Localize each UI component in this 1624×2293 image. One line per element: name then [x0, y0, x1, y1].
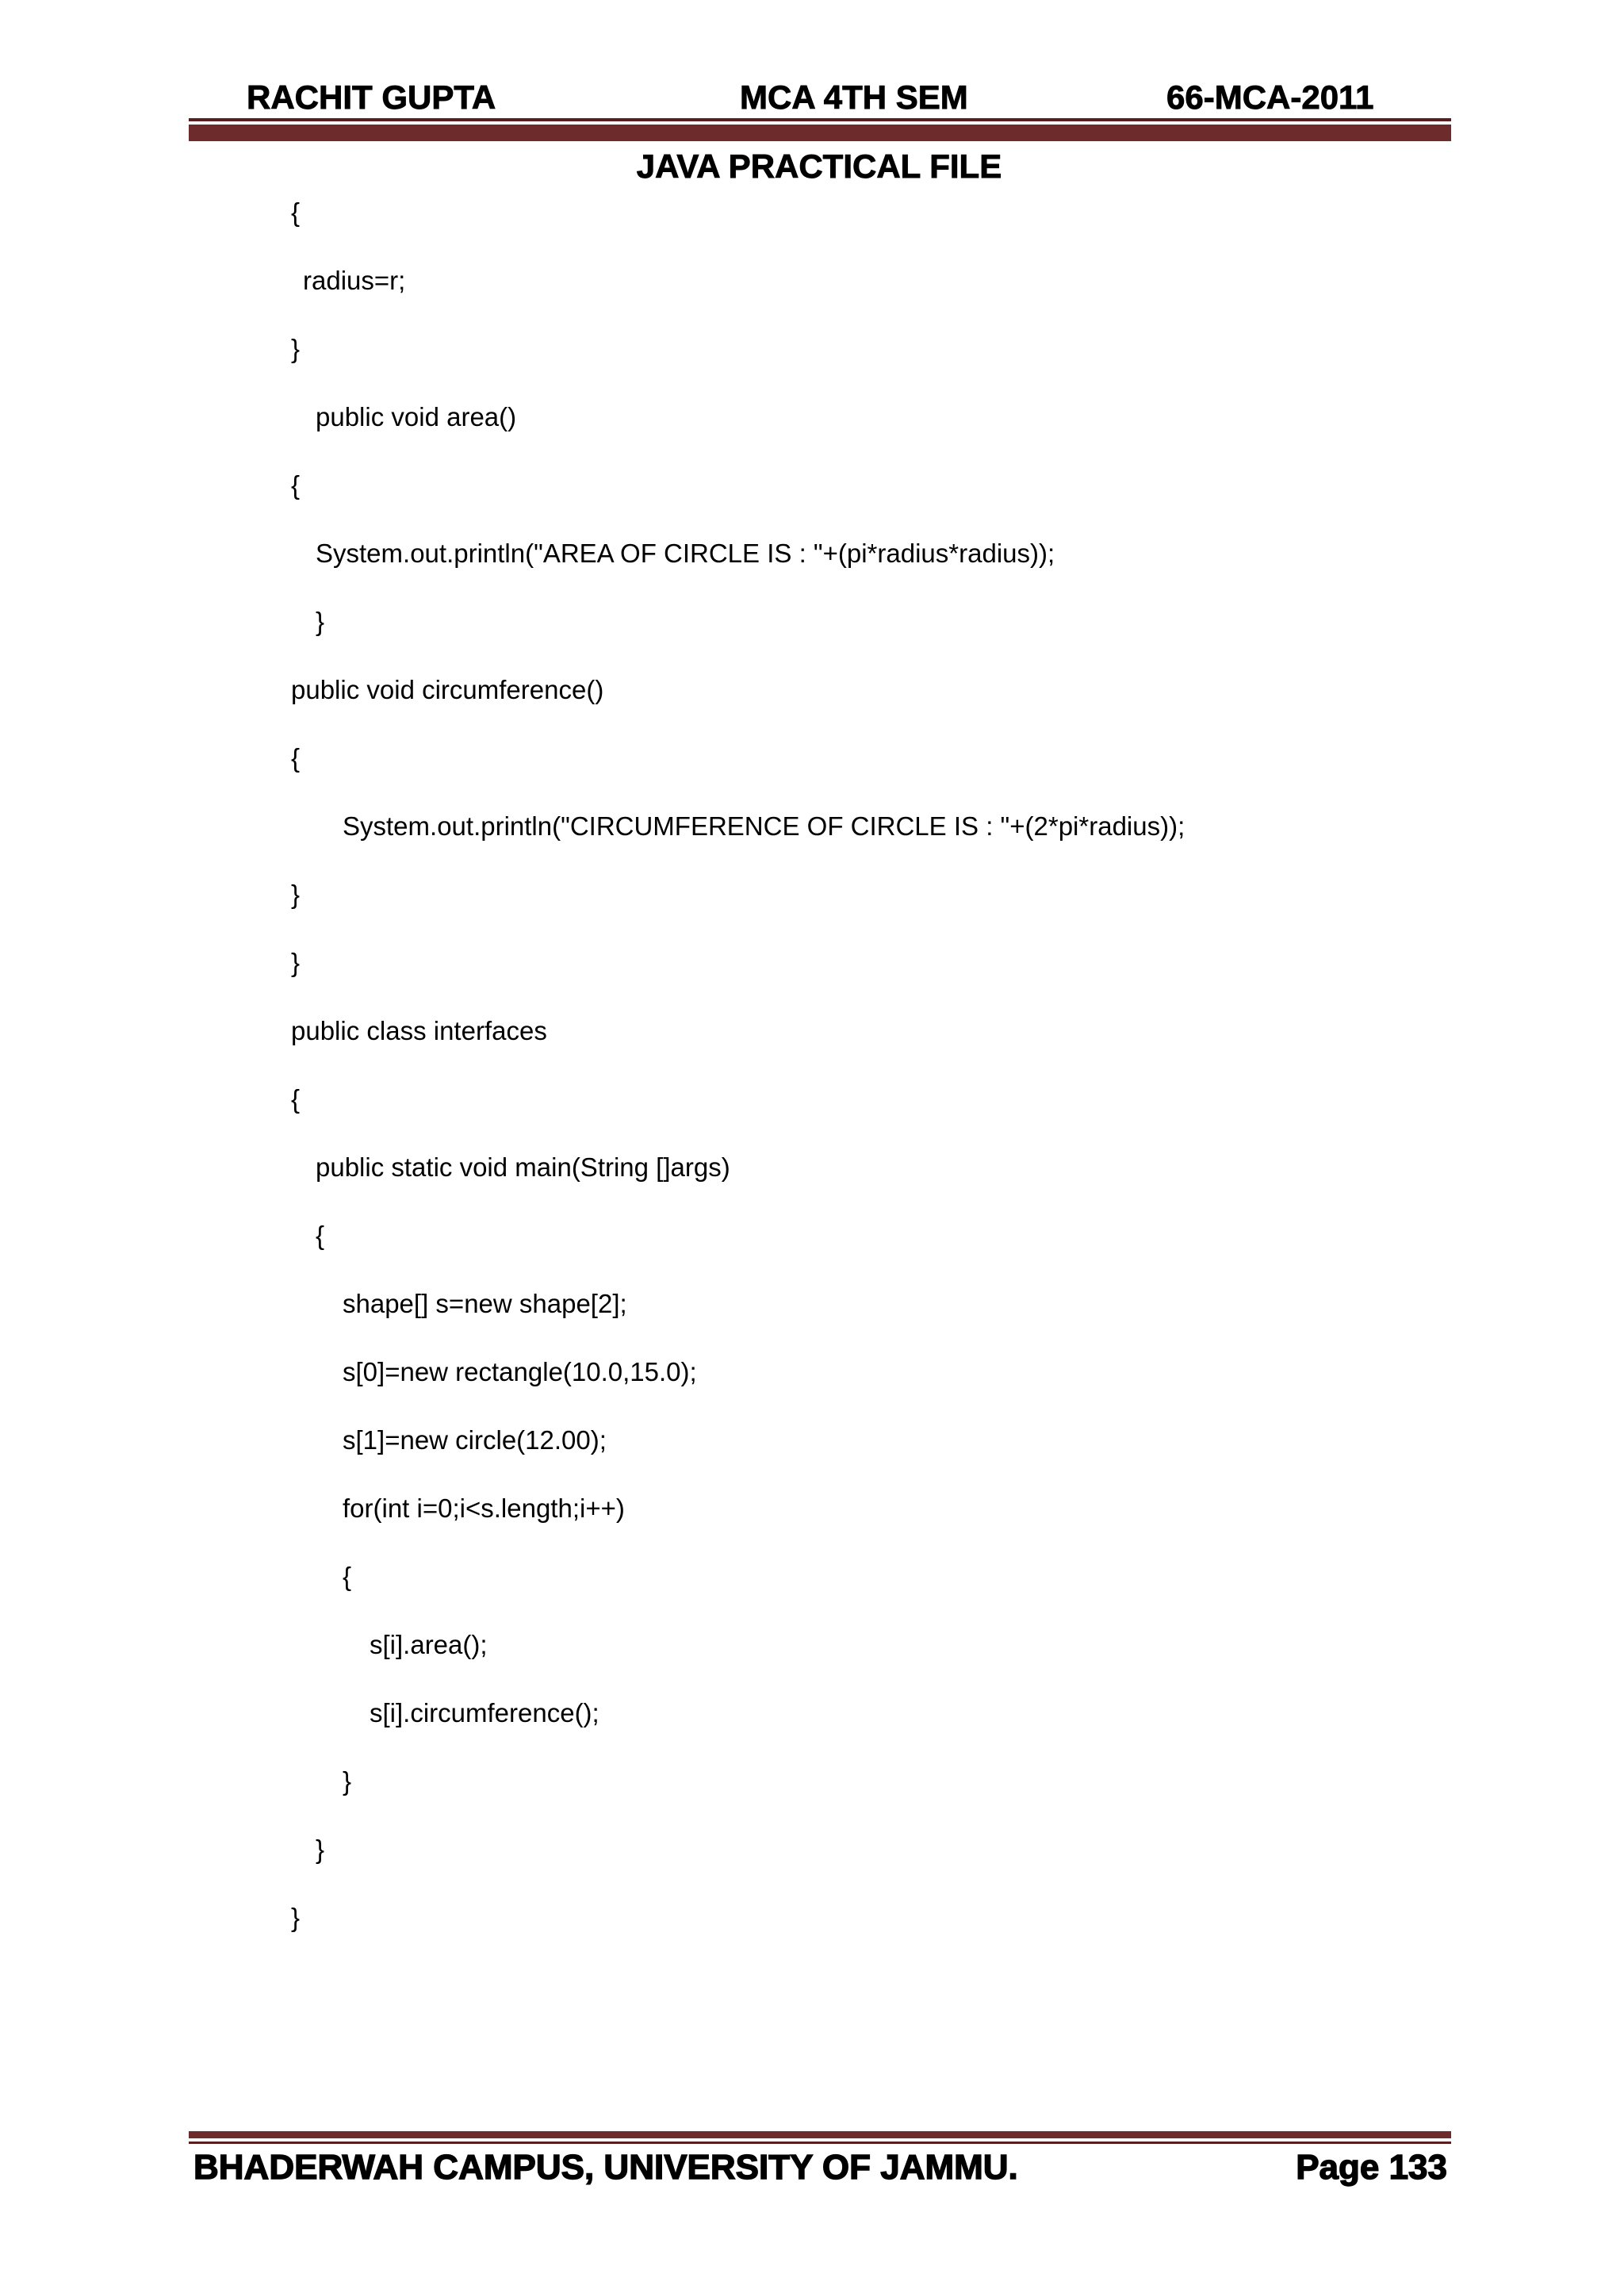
page-title: JAVA PRACTICAL FILE	[636, 148, 1002, 185]
footer-rule-thick	[189, 2131, 1451, 2138]
code-line: {	[291, 197, 301, 227]
code-line: {	[291, 743, 301, 773]
code-line: }	[316, 607, 325, 636]
code-line: {	[316, 1221, 325, 1250]
code-line: public static void main(String []args)	[316, 1152, 730, 1182]
code-listing	[291, 178, 1185, 1952]
code-line: s[0]=new rectangle(10.0,15.0);	[343, 1357, 697, 1386]
code-line: }	[291, 880, 301, 909]
code-line: }	[291, 1903, 301, 1932]
code-line: }	[316, 1835, 325, 1864]
footer-institution: BHADERWAH CAMPUS, UNIVERSITY OF JAMMU.	[193, 2148, 1018, 2187]
code-line: public void circumference()	[291, 675, 604, 704]
page-number: Page 133	[1296, 2148, 1447, 2187]
code-line: s[1]=new circle(12.00);	[343, 1425, 607, 1455]
header-course: MCA 4TH SEM	[740, 79, 968, 116]
code-line: public class interfaces	[291, 1016, 547, 1045]
code-line: public void area()	[316, 402, 517, 431]
footer-rule-thin	[189, 2142, 1451, 2144]
header-rule-thin	[189, 118, 1451, 121]
code-line: {	[291, 1084, 301, 1114]
header-roll-number: 66-MCA-2011	[1166, 79, 1374, 116]
header-rule-thick	[189, 125, 1451, 141]
code-line: {	[291, 470, 301, 500]
code-line: }	[291, 948, 301, 977]
code-line: s[i].circumference();	[370, 1698, 599, 1727]
code-line: for(int i=0;i<s.length;i++)	[343, 1494, 625, 1523]
code-line: s[i].area();	[370, 1630, 488, 1659]
code-line: }	[291, 334, 301, 363]
code-line: {	[343, 1562, 352, 1591]
code-line: shape[] s=new shape[2];	[343, 1289, 627, 1318]
code-line: System.out.println("CIRCUMFERENCE OF CIRCLE IS : "+(2*pi*radius));	[343, 811, 1185, 841]
code-line: System.out.println("AREA OF CIRCLE IS : "+(pi*radius*radius));	[316, 539, 1055, 568]
code-line: }	[343, 1766, 352, 1796]
header-author: RACHIT GUPTA	[247, 79, 496, 116]
code-line: radius=r;	[303, 266, 406, 295]
